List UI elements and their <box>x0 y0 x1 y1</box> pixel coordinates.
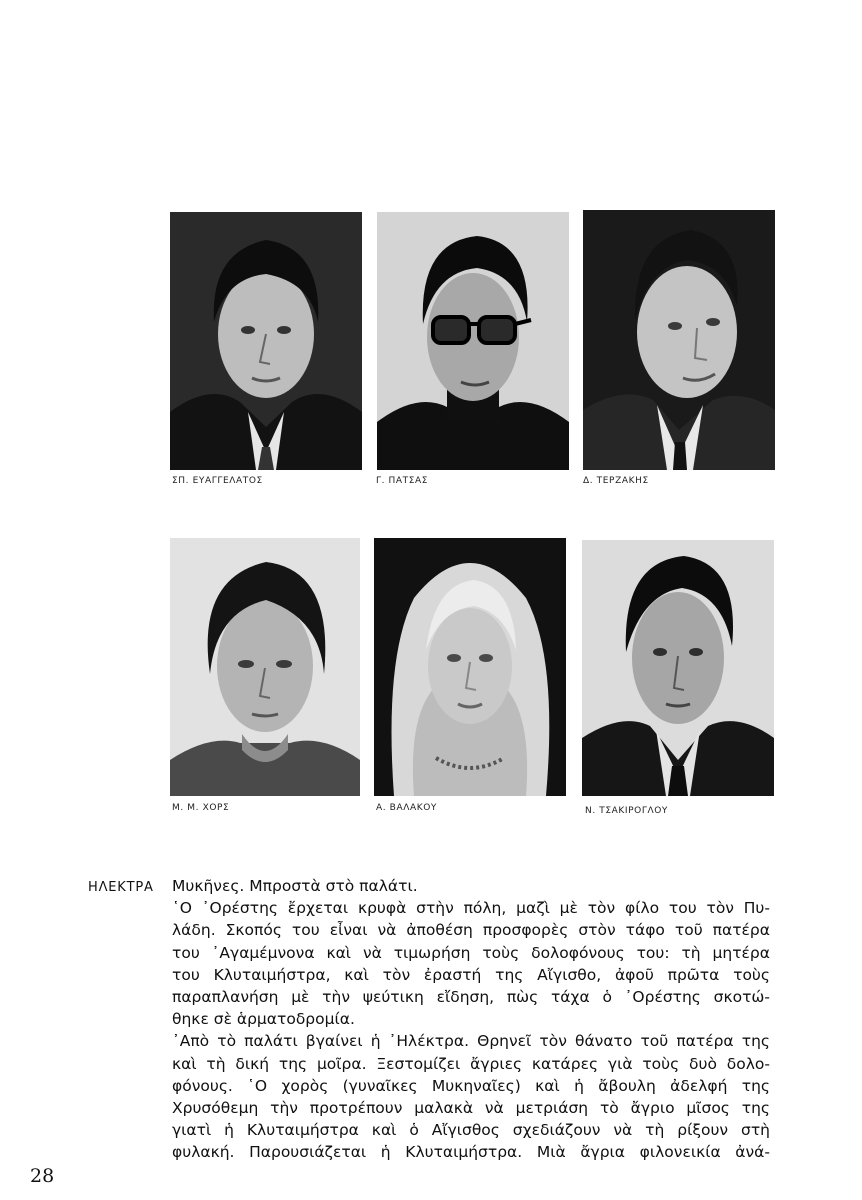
text-line: ᾿Απὸ τὸ παλάτι βγαίνει ἡ ᾿Ηλέκτρα. Θρηνεῖ τὸν θάνατο τοῦ πατέρα της <box>172 1032 770 1051</box>
portrait-caption: Ν. ΤΣΑΚΙΡΟΓΛΟΥ <box>585 806 669 816</box>
text-line: καὶ τὴ δική της μοῖρα. Ξεστομίζει ἄγριες κατάρες γιὰ τοὺς δυὸ δολο- <box>172 1054 770 1073</box>
text-line: λάδη. Σκοπός του εἶναι νὰ ἀποθέση προσφορὲς στὸν τάφο τοῦ πατέρα <box>172 921 770 940</box>
portrait-caption: ΣΠ. ΕΥΑΓΓΕΛΑΤΟΣ <box>172 476 263 486</box>
text-line: φόνους. ῾Ο χορὸς (γυναῖκες Μυκηναῖες) καὶ ἡ ἄβουλη ἀδελφή της <box>172 1076 770 1095</box>
portrait-caption: Α. ΒΑΛΑΚΟΥ <box>376 803 438 813</box>
text-line: φυλακή. Παρουσιάζεται ἡ Κλυταιμήστρα. Μιὰ ἄγρια φιλονεικία ἀνά- <box>172 1143 770 1162</box>
portrait-hors <box>170 538 360 796</box>
text-line: γιατὶ ἡ Κλυταιμήστρα καὶ ὁ Αἴγισθος σχεδιάζουν νὰ τὴ ρίξουν στὴ <box>172 1121 770 1140</box>
text-line: Μυκῆνες. Μπροστὰ στὸ παλάτι. <box>172 877 418 895</box>
text-line: του Κλυταιμήστρα, καὶ τὸν ἐραστή της Αἴγισθο, ἀφοῦ πρῶτα τοὺς <box>172 965 770 984</box>
portrait-caption: Γ. ΠΑΤΣΑΣ <box>376 476 429 486</box>
portrait-valakou <box>374 538 566 796</box>
text-line: παραπλανήση μὲ τὴν ψεύτικη εἴδηση, πὼς τάχα ὁ ᾿Ορέστης σκοτώ- <box>172 988 770 1007</box>
text-line: ῾Ο ᾿Ορέστης ἔρχεται κρυφὰ στὴν πόλη, μαζὶ μὲ τὸν φίλο του τὸν Πυ- <box>172 899 770 918</box>
portrait-terzakis <box>583 210 775 470</box>
text-line: Χρυσόθεμη τὴν προτρέπουν μαλακὰ νὰ μετριάση τὸ ἄγριο μῖσος της <box>172 1099 770 1118</box>
portrait-patsas <box>377 212 569 470</box>
portrait-caption: Δ. ΤΕΡΖΑΚΗΣ <box>583 476 649 486</box>
portrait-tsakiroglou <box>582 540 774 796</box>
text-line: του ᾿Αγαμέμνονα καὶ νὰ τιμωρήση τοὺς δολοφόνους του: τὴ μητέρα <box>172 943 770 962</box>
text-line: θηκε σὲ ἁρματοδρομία. <box>172 1010 355 1029</box>
synopsis-text <box>172 875 770 1164</box>
page-number: 28 <box>30 1165 55 1187</box>
portrait-evangelatos <box>170 212 362 470</box>
role-label: ΗΛΕΚΤΡΑ <box>88 880 154 895</box>
portrait-caption: Μ. Μ. ΧΟΡΣ <box>172 803 230 813</box>
